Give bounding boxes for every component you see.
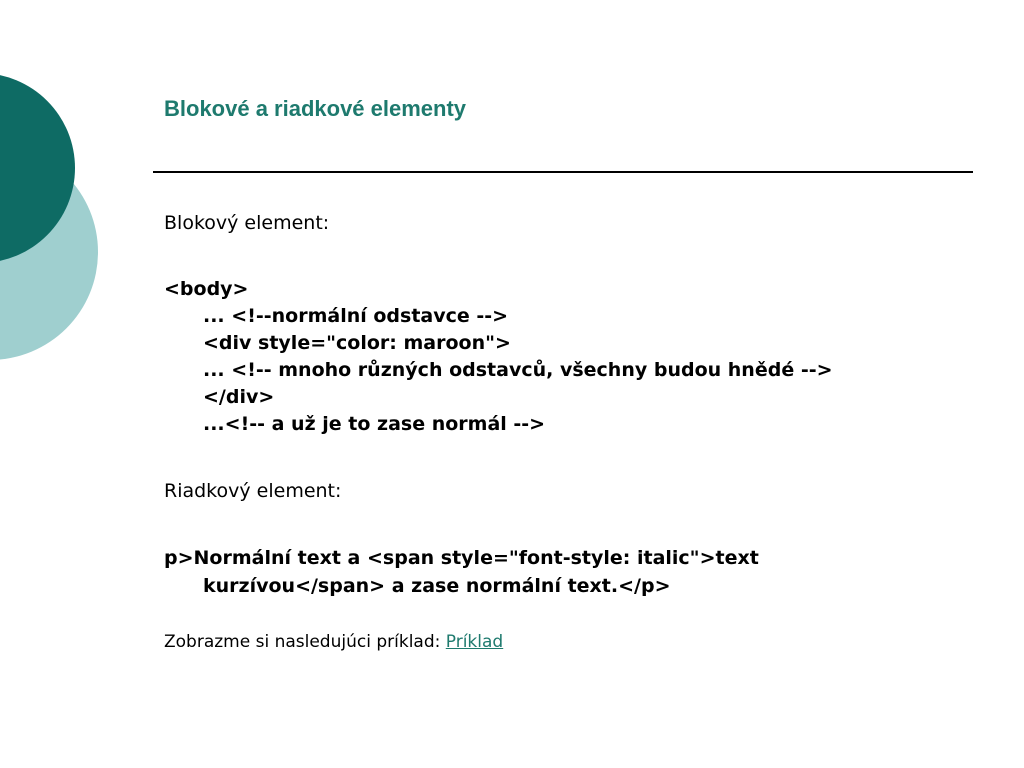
code-line: <div style="color: maroon">: [203, 332, 511, 354]
inline-code-example: [164, 544, 924, 600]
code-line: ... <!-- mnoho různých odstavců, všechny budou hnědé -->: [203, 359, 833, 381]
code-line: ... <!--normální odstavce -->: [203, 305, 509, 327]
block-code-example: [164, 276, 833, 438]
title-divider: [153, 171, 973, 173]
example-paragraph: [164, 630, 503, 654]
block-element-heading: Blokový element:: [164, 212, 330, 234]
code-line: kurzívou</span> a zase normální text.</p>: [203, 575, 671, 597]
example-link[interactable]: Príklad: [445, 632, 504, 652]
code-line: <body>: [164, 278, 249, 300]
inline-element-heading: Riadkový element:: [164, 480, 342, 502]
slide-title: Blokové a riadkové elementy: [164, 96, 467, 121]
code-line: </div>: [203, 386, 275, 408]
code-line: p>Normální text a <span style="font-style: italic">text: [164, 547, 759, 569]
example-text: Zobrazme si nasledujúci príklad:: [164, 632, 446, 652]
code-line: ...<!-- a už je to zase normál -->: [203, 413, 546, 435]
decorative-circles: [0, 0, 110, 400]
